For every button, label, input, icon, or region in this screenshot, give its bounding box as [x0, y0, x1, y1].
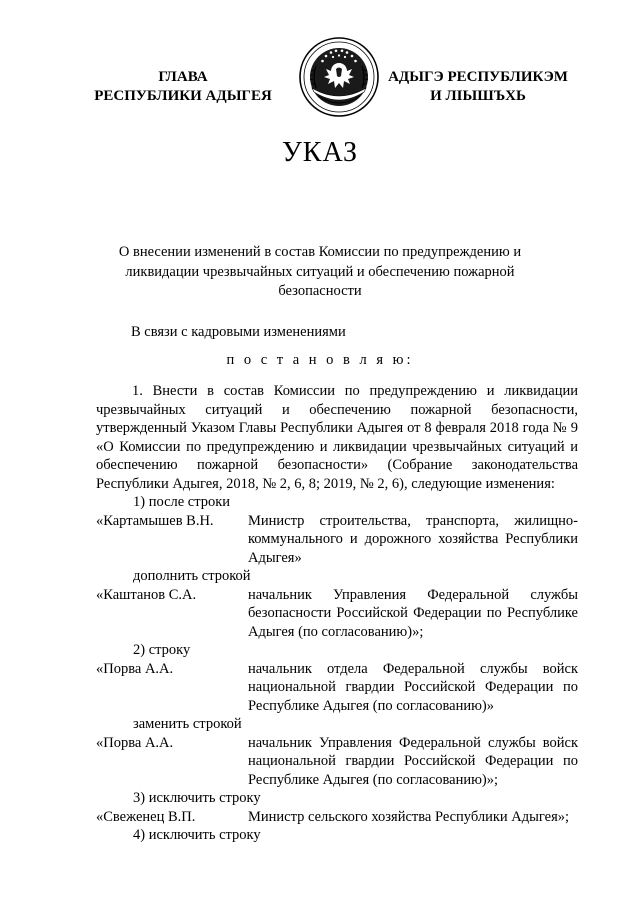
entry-name: «Картамышев В.Н.	[96, 512, 214, 529]
entry-description: начальник Управления Федеральной службы войск национальной гвардии Российской Федерации по Республике Адыгея (по согласованию)»;	[248, 734, 578, 788]
item-1-new-entry	[96, 586, 578, 642]
document-body	[96, 382, 578, 845]
coat-of-arms-adygea-icon	[298, 36, 380, 118]
entry-name: «Порва А.А.	[96, 660, 174, 677]
item-4-label: 4) исключить строку	[133, 827, 261, 843]
entry-name: «Порва А.А.	[96, 734, 174, 751]
paragraph-1: 1. Внести в состав Комиссии по предупреждению и ликвидации чрезвычайных ситуаций и обеспечению пожарной безопасности, утвержденный Указом Главы Республики Адыгея от 8 февраля 2018 года № 9 «О Комиссии по предупреждению и ликвидации чрезвычайных ситуаций и обеспечению пожарной безопасности» (Собрание законодательства Республики Адыгея, 2018, № 2, 6, 8; 2019, № 2, 6), следующие изменения:	[96, 383, 578, 492]
item-2-action: заменить строкой	[133, 716, 242, 732]
decree-word: п о с т а н о в л я ю:	[226, 352, 414, 368]
entry-name: «Каштанов С.А.	[96, 586, 197, 603]
item-3-label: 3) исключить строку	[133, 790, 261, 806]
item-2-label: 2) строку	[133, 642, 191, 658]
header-left-line-2: РЕСПУБЛИКИ АДЫГЕЯ	[94, 88, 272, 104]
header-issuer-russian	[88, 68, 278, 106]
entry-description: начальник отдела Федеральной службы войск национальной гвардии Российской Федерации по Республике Адыгея (по согласованию)»	[248, 660, 578, 714]
item-2-entry	[96, 660, 578, 716]
header-issuer-adyghe	[378, 68, 578, 106]
entry-name: «Свеженец В.П.	[96, 808, 196, 825]
item-1-entry	[96, 512, 578, 568]
entry-description: Министр сельского хозяйства Республики Адыгея»;	[248, 808, 570, 825]
item-2-new-entry	[96, 734, 578, 790]
header-right-line-2: И ЛІЫШЪХЬ	[430, 88, 526, 104]
header-left-line-1: ГЛАВА	[158, 69, 208, 85]
item-1-action: дополнить строкой	[133, 568, 251, 584]
entry-description: начальник Управления Федеральной службы безопасности Российской Федерации по Республике Адыгея (по согласованию)»;	[248, 586, 578, 640]
intro-line: В связи с кадровыми изменениями	[131, 324, 346, 340]
entry-description: Министр строительства, транспорта, жилищно-коммунального и дорожного хозяйства Республики Адыгея»	[248, 512, 578, 566]
item-1-label: 1) после строки	[133, 494, 231, 510]
header-right-line-1: АДЫГЭ РЕСПУБЛИКЭМ	[388, 69, 568, 85]
item-3-entry	[96, 808, 578, 827]
document-subject: О внесении изменений в состав Комиссии по предупреждению и ликвидации чрезвычайных ситуаций и обеспечению пожарной безопасности	[118, 244, 522, 299]
document-title: УКАЗ	[281, 137, 359, 168]
